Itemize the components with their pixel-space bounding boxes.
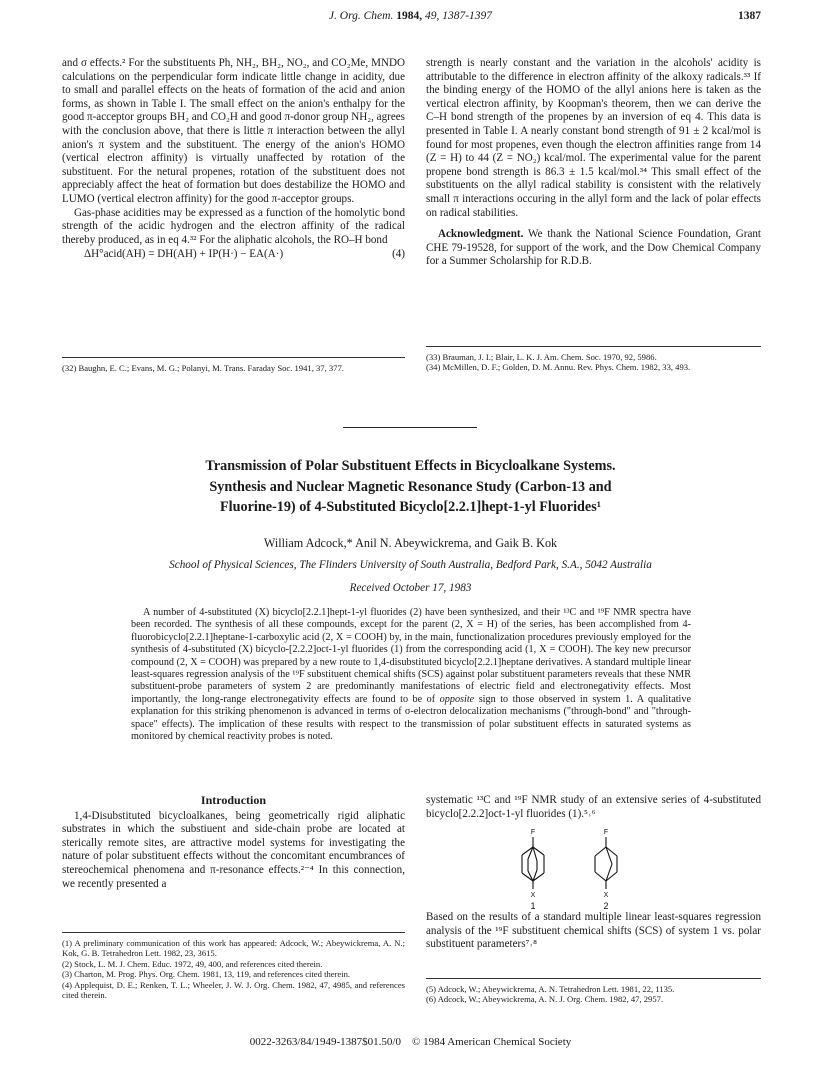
structure-figure: [426, 825, 761, 911]
footnote: (33) Brauman, J. I.; Blair, L. K. J. Am. Chem. Soc. 1970, 92, 5986.: [426, 352, 657, 362]
ack-text: We thank the National Science Foundation, Grant CHE 79-19528, for support of the work, and the Dow Chemical Company for a Summer Scholarship for R.D.B.: [426, 228, 761, 268]
footnotes-bottom-right: [426, 978, 761, 1005]
acknowledgment: [426, 228, 761, 269]
paragraph: and σ effects.² For the substituents Ph, NH₂, BH₂, NO₂, and CO₂Me, MNDO calculations on the perpendicular form indicate little change in acidity, due to small and parallel effects on the heats of formation of the acid and anion forms, as shown in Table I. The small effect on the anion's enthalpy for the good π-acceptor groups BH₂ and CO₂H and good π-donor group NH₂, agrees with the conclusion above, that there is little π interaction between the allyl anion's π system and the substituent. The energy of the anion's HOMO (vertical electron affinity) is virtually unaffected by rotation of the substituent. For the netural propenes, rotation of the substituent does not appreciably affect the heat of formation but does destabilize the HOMO and LUMO (vertical electron affinity) for the good π-acceptor groups.: [62, 57, 405, 205]
journal-volume: 49,: [424, 10, 440, 22]
copyright: © 1984 American Chemical Society: [411, 1036, 572, 1048]
structure-1-f-label: F: [530, 829, 536, 837]
received-date: Received October 17, 1983: [349, 582, 472, 594]
bottom-left-column: [62, 794, 405, 891]
footnote: (6) Adcock, W.; Abeywickrema, A. N. J. Org. Chem. 1982, 47, 2957.: [426, 994, 664, 1005]
top-left-column: [62, 57, 405, 262]
section-heading: Introduction: [200, 793, 267, 807]
footnote: (34) McMillen, D. F.; Golden, D. M. Annu. Rev. Phys. Chem. 1982, 33, 493.: [426, 362, 691, 373]
section-divider: [343, 427, 477, 428]
footnote: (4) Applequist, D. E.; Renken, T. L.; Wheeler, J. W. J. Org. Chem. 1982, 47, 4985, and references cited therein.: [62, 979, 405, 1001]
footnote: (32) Baughn, E. C.; Evans, M. G.; Polanyi, M. Trans. Faraday Soc. 1941, 37, 377.: [62, 363, 344, 373]
journal-year: 1984,: [396, 10, 423, 22]
structure-2: [595, 829, 617, 911]
page-footer: [0, 1036, 821, 1048]
footnote: (2) Stock, L. M. J. Chem. Educ. 1972, 49, 400, and references cited therein.: [62, 958, 323, 969]
paragraph: strength is nearly constant and the variation in the alcohols' acidity is attributable to the difference in electron affinity of the alkoxy radicals.³³ If the binding energy of the HOMO of the allyl anions here is taken as the vertical electron affinity, by Koopman's theorem, then we can derive the C–H bond strength of the propenes by an inversion of eq 4. This data is presented in Table I. A nearly constant bond strength of 91 ± 2 kcal/mol is found for most propenes, even though the electron affinities range from 14 (Z = H) to 44 (Z = NO₂) kcal/mol. The experimental value for the parent propene bond strength is 86.3 ± 1.5 kcal/mol.³⁴ This small effect of the substituents on the allyl radical stability is consistent with the relatively small π interactions occuring in the allyl form and the lack of polar effects on radical stabilities.: [426, 57, 761, 219]
title-line: Synthesis and Nuclear Magnetic Resonance Study (Carbon-13 and: [209, 478, 612, 495]
bottom-right-column: [426, 794, 761, 952]
title-line: Transmission of Polar Substituent Effects in Bicycloalkane Systems.: [205, 458, 616, 474]
abstract-text: A number of 4-substituted (X) bicyclo[2.2.1]hept-1-yl fluorides (2) have been synthesized, and their ¹³C and ¹⁹F NMR spectra have been recorded. The synthesis of all these compounds, except for the parent (2, X = H) of the series, has been accomplished from 4-fluorobicyclo[2.2.1]heptane-1-carboxylic acid (2, X = COOH) by, in the main, functionalization procedures previously employed for the synthesis of 4-substituted (X) bicyclo-[2.2.2]oct-1-yl fluorides (1) from the corresponding acid (1, X = COOH). The key new precursor compound (2, X = COOH) was prepared by a new route to 1,4-disubstituted bicyclo[2.2.1]heptane derivatives. A standard multiple linear least-squares regression analysis of the ¹⁹F substituent chemical shifts (SCS) against polar substituent parameters reveals that these NMR substituent-probe parameters of system 2 are predominantly manifestations of electric field and electronegativity effects. Most importantly, the long-range electronegativity effects are found to be of: [131, 607, 691, 705]
footnotes-bottom-left: [62, 932, 405, 1000]
abstract-text: sign to those observed in system 1. A qualitative explanation for this striking phenomenon is advanced in terms of σ-electron delocalization mechanisms ("through-bond" and "through-space" effects). The implication of these results with respect to the transmission of polar substituent effects in saturated systems as monitored by chemical reactivity probes is noted.: [131, 693, 692, 743]
footnote-rule: [62, 357, 405, 358]
paragraph: 1,4-Disubstituted bicycloalkanes, being geometrically rigid aliphatic substrates in which the substiuent and side-chain probe are located at sterically remote sites, are attractive model systems for investigating the nature of polar substituent effects without the concomitant encumbrances of stereochemical phenomena and π-resonance effects.²⁻⁴ In this connection, we recently presented a: [62, 809, 405, 890]
footnote-rule: [426, 978, 761, 979]
footnote: (5) Adcock, W.; Abeywickrema, A. N. Tetrahedron Lett. 1981, 22, 1135.: [426, 984, 675, 994]
page-number: 1387: [738, 10, 761, 22]
structure-2-x-label: X: [603, 892, 609, 900]
structure-1-x-label: X: [530, 892, 536, 900]
abstract-emphasis: opposite: [439, 693, 475, 705]
price-code: 0022-3263/84/1949-1387$01.50/0: [249, 1036, 401, 1048]
article-title: [70, 456, 751, 518]
top-right-column: [426, 57, 761, 269]
journal-pages: 1387-1397: [442, 10, 493, 22]
footnote: (3) Charton, M. Prog. Phys. Org. Chem. 1981, 13, 119, and references cited therein.: [62, 969, 351, 980]
footnotes-top-left: [62, 357, 405, 373]
compound-label-1: 1: [530, 901, 536, 912]
equation-4: [62, 248, 405, 262]
abstract: [131, 607, 691, 743]
journal-name: J. Org. Chem.: [328, 10, 394, 22]
running-header: [0, 10, 821, 28]
paragraph: Gas-phase acidities may be expressed as a function of the homolytic bond strength of the acidic hydrogen and the electron affinity of the radical thereby produced, as in eq 4.³² For the aliphatic alcohols, the RO–H bond: [62, 206, 405, 246]
structure-1: [522, 829, 544, 911]
affiliation: School of Physical Sciences, The Flinders University of South Australia, Bedford Park, S.A., 5042 Australia: [169, 559, 652, 571]
footnotes-top-right: [426, 346, 761, 373]
ack-label: Acknowledgment.: [438, 228, 524, 241]
structure-2-f-label: F: [603, 829, 609, 837]
title-line: Fluorine-19) of 4-Substituted Bicyclo[2.2.1]hept-1-yl Fluorides¹: [220, 499, 601, 515]
paragraph: systematic ¹³C and ¹⁹F NMR study of an extensive series of 4-substituted bicyclo[2.2.2]oct-1-yl fluorides (1).⁵˒⁶: [426, 794, 761, 820]
journal-citation: [0, 10, 821, 22]
footnote: (1) A preliminary communication of this work has appeared: Adcock, W.; Abeywickrema, A. N.; Kok, G. B. Tetrahedron Lett. 1982, 23, 3615.: [62, 938, 405, 959]
footnote-rule: [426, 346, 761, 347]
bicycloalkane-structures: [476, 825, 676, 911]
paragraph: Based on the results of a standard multiple linear least-squares regression analysis of the ¹⁹F substituent chemical shifts (SCS) of system 1 vs. polar substituent parameters⁷˒⁸: [426, 911, 761, 951]
compound-label-2: 2: [603, 901, 609, 912]
equation-number: (4): [392, 248, 405, 261]
equation-text: ΔH°acid(AH) = DH(AH) + IP(H·) − EA(A·): [84, 248, 284, 261]
authors: William Adcock,* Anil N. Abeywickrema, and Gaik B. Kok: [263, 536, 558, 550]
footnote-rule: [62, 932, 405, 933]
